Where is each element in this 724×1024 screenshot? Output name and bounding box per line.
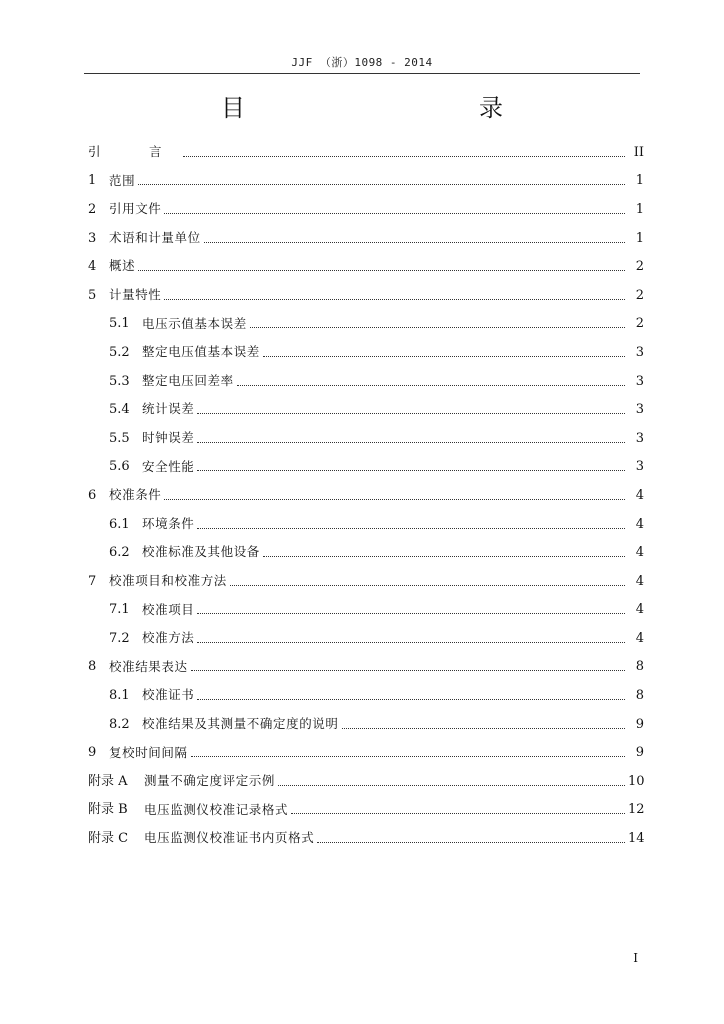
toc-entry-page: 3 bbox=[635, 459, 644, 475]
toc-entry-title: 环境条件 bbox=[142, 515, 195, 531]
toc-entry[interactable] bbox=[0, 453, 724, 482]
toc-entry-title: 校准条件 bbox=[109, 487, 162, 503]
toc-entry-number: 4 bbox=[88, 259, 97, 275]
toc-entry-page: 2 bbox=[635, 259, 644, 275]
toc-entry[interactable] bbox=[0, 624, 724, 653]
toc-entry[interactable] bbox=[0, 596, 724, 625]
dot-leader bbox=[191, 670, 625, 671]
dot-leader bbox=[164, 299, 625, 300]
page-title: 目 录 bbox=[221, 94, 565, 122]
dot-leader bbox=[164, 213, 625, 214]
toc-entry-number: 8.1 bbox=[109, 688, 130, 704]
document-header: JJF （浙）1098 - 2014 bbox=[291, 56, 433, 69]
toc-entry-page: 4 bbox=[635, 545, 644, 561]
toc-entry-title: 整定电压回差率 bbox=[142, 372, 234, 388]
toc-entry[interactable] bbox=[0, 567, 724, 596]
toc-entry-page: 2 bbox=[635, 316, 644, 332]
toc-entry[interactable] bbox=[0, 538, 724, 567]
dot-leader bbox=[278, 785, 625, 786]
toc-entry[interactable] bbox=[0, 481, 724, 510]
toc-entry-title: 校准结果表达 bbox=[109, 658, 188, 674]
toc-entry-title: 校准项目 bbox=[142, 601, 195, 617]
toc-entry[interactable] bbox=[0, 710, 724, 739]
toc-entry-page: 8 bbox=[635, 659, 644, 675]
toc-entry-number: 5.6 bbox=[109, 459, 130, 475]
toc-entry-title: 复校时间间隔 bbox=[109, 744, 188, 760]
toc-entry-number: 附录 C bbox=[88, 831, 129, 847]
toc-entry-page: 10 bbox=[628, 773, 645, 789]
toc-entry-title: 统计误差 bbox=[142, 401, 195, 417]
toc-entry-page: II bbox=[633, 144, 644, 160]
toc-entry-page: 4 bbox=[635, 573, 644, 589]
toc-entry[interactable] bbox=[0, 252, 724, 281]
toc-entry-number: 5 bbox=[88, 287, 97, 303]
dot-leader bbox=[197, 699, 625, 700]
dot-leader bbox=[164, 499, 625, 500]
toc-entry-page: 3 bbox=[635, 344, 644, 360]
toc-entry-title: 校准标准及其他设备 bbox=[142, 544, 260, 560]
dot-leader bbox=[291, 813, 625, 814]
toc-entry[interactable] bbox=[0, 824, 724, 853]
dot-leader bbox=[197, 413, 625, 414]
toc-entry-title: 范围 bbox=[109, 172, 136, 188]
toc-entry-number: 6.1 bbox=[109, 516, 130, 532]
toc-entry-number: 1 bbox=[88, 173, 97, 189]
toc-entry-title: 引用文件 bbox=[109, 201, 162, 217]
toc-entry-number: 附录 A bbox=[88, 773, 128, 789]
toc-entry-title: 校准结果及其测量不确定度的说明 bbox=[142, 715, 339, 731]
dot-leader bbox=[138, 270, 625, 271]
toc-entry[interactable] bbox=[0, 310, 724, 339]
dot-leader bbox=[197, 528, 625, 529]
page-number: I bbox=[633, 951, 638, 965]
toc-entry-page: 4 bbox=[635, 602, 644, 618]
header-rule bbox=[84, 73, 640, 74]
toc-entry-number: 2 bbox=[88, 201, 97, 217]
toc-entry-page: 9 bbox=[635, 745, 644, 761]
dot-leader bbox=[342, 728, 625, 729]
toc-entry-number: 3 bbox=[88, 230, 97, 246]
toc-entry[interactable] bbox=[0, 767, 724, 796]
toc-entry[interactable] bbox=[0, 224, 724, 253]
toc-entry[interactable] bbox=[0, 653, 724, 682]
toc-entry-number: 5.5 bbox=[109, 430, 130, 446]
toc-entry-page: 1 bbox=[635, 230, 644, 246]
toc-entry-page: 8 bbox=[635, 688, 644, 704]
dot-leader bbox=[197, 470, 625, 471]
toc-entry-title: 安全性能 bbox=[142, 458, 195, 474]
toc-entry-title: 电压监测仪校准证书内页格式 bbox=[144, 830, 315, 846]
dot-leader bbox=[263, 556, 625, 557]
toc-entry-number: 6 bbox=[88, 487, 97, 503]
table-of-contents bbox=[0, 138, 724, 853]
toc-entry-number: 9 bbox=[88, 745, 97, 761]
toc-entry-page: 3 bbox=[635, 402, 644, 418]
toc-entry-number: 附录 B bbox=[88, 802, 128, 818]
toc-entry[interactable] bbox=[0, 281, 724, 310]
toc-entry-title: 整定电压值基本误差 bbox=[142, 344, 260, 360]
toc-entry-number: 5.1 bbox=[109, 316, 130, 332]
toc-entry-number: 8.2 bbox=[109, 716, 130, 732]
toc-entry-number: 5.3 bbox=[109, 373, 130, 389]
toc-entry-page: 4 bbox=[635, 487, 644, 503]
toc-entry-title: 电压示值基本误差 bbox=[142, 315, 247, 331]
toc-entry-number: 7 bbox=[88, 573, 97, 589]
toc-entry-number: 6.2 bbox=[109, 545, 130, 561]
dot-leader bbox=[197, 442, 625, 443]
toc-entry-page: 2 bbox=[635, 287, 644, 303]
toc-entry-title: 概述 bbox=[109, 258, 136, 274]
toc-entry-page: 4 bbox=[635, 630, 644, 646]
dot-leader bbox=[138, 184, 625, 185]
dot-leader bbox=[191, 756, 625, 757]
toc-entry-page: 3 bbox=[635, 430, 644, 446]
dot-leader bbox=[197, 642, 625, 643]
dot-leader bbox=[230, 585, 625, 586]
toc-entry-page: 3 bbox=[635, 373, 644, 389]
toc-entry-page: 14 bbox=[628, 831, 645, 847]
dot-leader bbox=[204, 242, 625, 243]
toc-entry[interactable] bbox=[0, 796, 724, 825]
toc-entry[interactable] bbox=[0, 424, 724, 453]
toc-entry-title: 校准证书 bbox=[142, 687, 195, 703]
dot-leader bbox=[263, 356, 625, 357]
toc-entry-title: 校准方法 bbox=[142, 630, 195, 646]
dot-leader bbox=[183, 156, 625, 157]
toc-entry[interactable] bbox=[0, 195, 724, 224]
toc-entry-page: 4 bbox=[635, 516, 644, 532]
toc-entry[interactable] bbox=[0, 167, 724, 196]
toc-entry[interactable] bbox=[0, 338, 724, 367]
toc-entry-title: 测量不确定度评定示例 bbox=[144, 773, 276, 789]
toc-entry-title: 引 言 bbox=[88, 144, 180, 160]
toc-entry-page: 1 bbox=[635, 173, 644, 189]
toc-entry-title: 时钟误差 bbox=[142, 429, 195, 445]
toc-entry-number: 8 bbox=[88, 659, 97, 675]
toc-entry[interactable] bbox=[0, 510, 724, 539]
toc-entry-title: 校准项目和校准方法 bbox=[109, 572, 227, 588]
toc-entry-number: 5.4 bbox=[109, 402, 130, 418]
toc-entry-title: 电压监测仪校准记录格式 bbox=[144, 801, 289, 817]
dot-leader bbox=[237, 385, 625, 386]
toc-entry[interactable] bbox=[0, 367, 724, 396]
toc-entry-number: 7.1 bbox=[109, 602, 130, 618]
toc-entry-page: 1 bbox=[635, 201, 644, 217]
toc-entry-title: 术语和计量单位 bbox=[109, 229, 201, 245]
toc-entry-title: 计量特性 bbox=[109, 287, 162, 303]
toc-entry[interactable] bbox=[0, 738, 724, 767]
toc-entry[interactable] bbox=[0, 138, 724, 167]
toc-entry-number: 5.2 bbox=[109, 344, 130, 360]
toc-entry[interactable] bbox=[0, 681, 724, 710]
dot-leader bbox=[250, 327, 625, 328]
toc-entry-number: 7.2 bbox=[109, 630, 130, 646]
toc-entry-page: 9 bbox=[635, 716, 644, 732]
dot-leader bbox=[317, 842, 625, 843]
toc-entry-page: 12 bbox=[628, 802, 645, 818]
toc-entry[interactable] bbox=[0, 395, 724, 424]
dot-leader bbox=[197, 613, 625, 614]
